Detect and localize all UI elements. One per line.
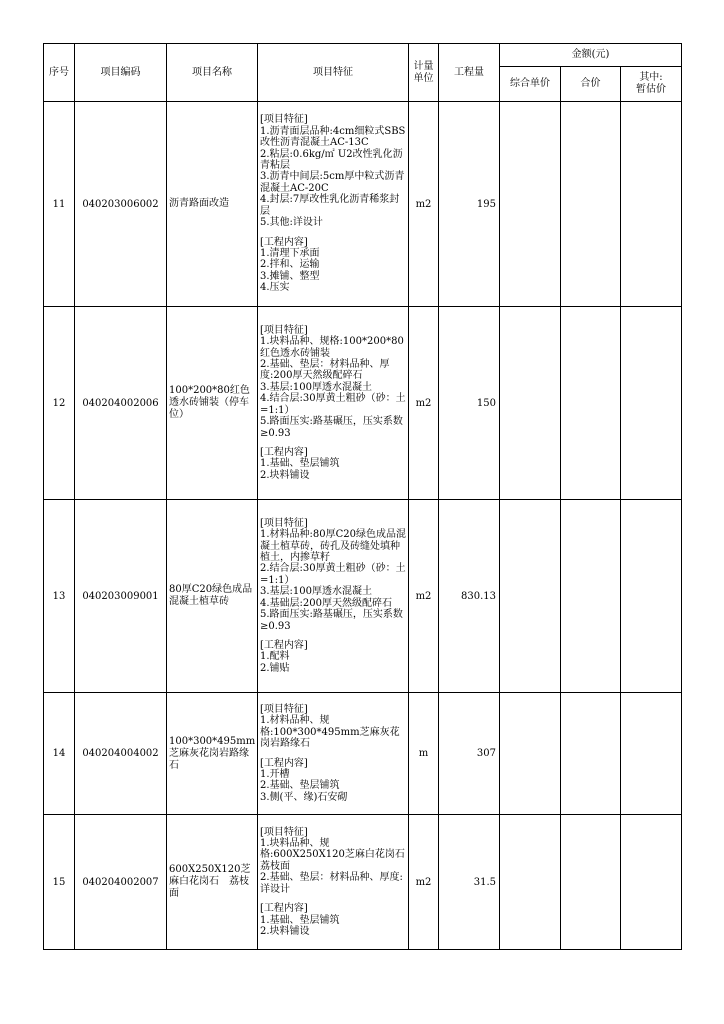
cell-provisional xyxy=(621,500,682,693)
feature-line: 2.粘层:0.6kg/㎡ U2改性乳化沥青粘层 xyxy=(260,148,403,172)
work-line: 2.铺贴 xyxy=(260,662,290,674)
feature-line: 4.基础层:200厚天然级配碎石 xyxy=(260,597,392,609)
cell-seq: 11 xyxy=(44,102,75,307)
header-features: 项目特征 xyxy=(258,44,409,102)
cell-unit: m2 xyxy=(409,307,439,500)
cell-unit: m2 xyxy=(409,500,439,693)
cell-name: 100*300*495mm芝麻灰花岗岩路缘石 xyxy=(167,693,258,815)
cell-code: 040203006002 xyxy=(75,102,167,307)
work-title: [工程内容] xyxy=(260,903,308,915)
feature-line: 2.基础、垫层：材料品种、厚度:详设计 xyxy=(260,872,403,895)
bill-of-quantities-table xyxy=(43,43,682,950)
section-gap xyxy=(260,895,407,903)
cell-quantity: 150 xyxy=(439,307,500,500)
feature-line: 2.基础、垫层：材料品种、厚度:200厚天然级配碎石 xyxy=(260,359,390,382)
cell-total xyxy=(561,693,621,815)
cell-unit-price xyxy=(500,102,561,307)
table-row xyxy=(44,102,682,307)
header-unit: 计量单位 xyxy=(409,44,439,102)
cell-provisional xyxy=(621,102,682,307)
header-amount: 金额(元) xyxy=(500,44,682,67)
work-line: 2.拌和、运输 xyxy=(260,259,320,271)
work-title: [工程内容] xyxy=(260,236,308,248)
cell-unit: m2 xyxy=(409,815,439,950)
feature-line: 1.沥青面层品种:4cm细粒式SBS改性沥青混凝土AC-13C xyxy=(260,125,406,149)
cell-unit-price xyxy=(500,815,561,950)
feature-line: 1.材料品种、规格:100*300*495mm芝麻灰花岗岩路缘石 xyxy=(260,715,400,750)
cell-total xyxy=(561,307,621,500)
cell-total xyxy=(561,500,621,693)
cell-quantity: 830.13 xyxy=(439,500,500,693)
cell-quantity: 307 xyxy=(439,693,500,815)
header-provisional: 其中: 暂估价 xyxy=(621,67,682,102)
features-title: [项目特征] xyxy=(260,826,308,838)
cell-total xyxy=(561,815,621,950)
feature-line: 1.块料品种、规格:100*200*80红色透水砖铺装 xyxy=(260,336,404,359)
cell-code: 040203009001 xyxy=(75,500,167,693)
feature-line: 5.路面压实:路基碾压，压实系数≥0.93 xyxy=(260,416,403,439)
work-title: [工程内容] xyxy=(260,446,308,458)
work-line: 1.基础、垫层铺筑 xyxy=(260,914,340,926)
work-line: 4.压实 xyxy=(260,282,290,294)
work-line: 2.基础、垫层铺筑 xyxy=(260,780,340,792)
feature-line: 1.材料品种:80厚C20绿色成品混凝土植草砖，砖孔及砖缝处填种植土，内掺草籽 xyxy=(260,529,407,564)
cell-features xyxy=(258,307,409,500)
cell-seq: 15 xyxy=(44,815,75,950)
work-line: 1.配料 xyxy=(260,651,290,663)
cell-provisional xyxy=(621,693,682,815)
cell-seq: 14 xyxy=(44,693,75,815)
feature-line: 4.结合层:30厚黄土粗砂（砂：土=1:1） xyxy=(260,393,406,416)
cell-quantity: 195 xyxy=(439,102,500,307)
section-gap xyxy=(260,632,407,640)
cell-unit: m xyxy=(409,693,439,815)
cell-features xyxy=(258,693,409,815)
cell-seq: 12 xyxy=(44,307,75,500)
features-title: [项目特征] xyxy=(260,703,308,715)
cell-seq: 13 xyxy=(44,500,75,693)
features-title: [项目特征] xyxy=(260,517,308,529)
header-unit-price: 综合单价 xyxy=(500,67,561,102)
feature-line: 3.沥青中间层:5cm厚中粒式沥青混凝土AC-20C xyxy=(260,171,405,194)
header-name: 项目名称 xyxy=(167,44,258,102)
header-quantity: 工程量 xyxy=(439,44,500,102)
work-line: 1.开槽 xyxy=(260,768,290,780)
work-line: 2.块料铺设 xyxy=(260,925,310,937)
cell-features xyxy=(258,500,409,693)
cell-code: 040204002007 xyxy=(75,815,167,950)
features-title: [项目特征] xyxy=(260,324,308,336)
work-line: 2.块料铺设 xyxy=(260,469,310,481)
cell-unit-price xyxy=(500,307,561,500)
cell-name: 100*200*80红色透水砖铺装（停车位） xyxy=(167,307,258,500)
cell-unit-price xyxy=(500,693,561,815)
table-row xyxy=(44,500,682,693)
table-row xyxy=(44,307,682,500)
cell-code: 040204002006 xyxy=(75,307,167,500)
feature-line: 4.封层:7厚改性乳化沥青稀浆封层 xyxy=(260,194,400,217)
header-total: 合价 xyxy=(561,67,621,102)
work-line: 1.基础、垫层铺筑 xyxy=(260,458,340,470)
feature-line: 2.结合层:30厚黄土粗砂（砂：土=1:1） xyxy=(260,563,406,586)
work-line: 3.摊铺、整型 xyxy=(260,270,320,282)
cell-code: 040204004002 xyxy=(75,693,167,815)
table-row xyxy=(44,815,682,950)
section-gap xyxy=(260,229,407,237)
feature-line: 1.块料品种、规格:600X250X120芝麻白花岗石荔枝面 xyxy=(260,838,405,872)
cell-name: 沥青路面改造 xyxy=(167,102,258,307)
feature-line: 3.基层:100厚透水混凝土 xyxy=(260,381,372,393)
header-seq: 序号 xyxy=(44,44,75,102)
features-title: [项目特征] xyxy=(260,114,308,126)
cell-total xyxy=(561,102,621,307)
cell-unit-price xyxy=(500,500,561,693)
cell-features xyxy=(258,102,409,307)
cell-name: 80厚C20绿色成品混凝土植草砖 xyxy=(167,500,258,693)
section-gap xyxy=(260,750,407,758)
feature-line: 5.其他:详设计 xyxy=(260,217,323,229)
header-code: 项目编码 xyxy=(75,44,167,102)
cell-name: 600X250X120芝麻白花岗石 荔枝面 xyxy=(167,815,258,950)
feature-line: 3.基层:100厚透水混凝土 xyxy=(260,586,372,598)
table-row xyxy=(44,693,682,815)
work-title: [工程内容] xyxy=(260,757,308,769)
work-line: 3.侧(平、缘)石安砌 xyxy=(260,791,348,803)
section-gap xyxy=(260,439,407,447)
cell-unit: m2 xyxy=(409,102,439,307)
work-title: [工程内容] xyxy=(260,639,308,651)
cell-provisional xyxy=(621,307,682,500)
cell-provisional xyxy=(621,815,682,950)
feature-line: 5.路面压实:路基碾压，压实系数≥0.93 xyxy=(260,609,403,632)
work-line: 1.清理下承面 xyxy=(260,247,320,259)
cell-features xyxy=(258,815,409,950)
cell-quantity: 31.5 xyxy=(439,815,500,950)
